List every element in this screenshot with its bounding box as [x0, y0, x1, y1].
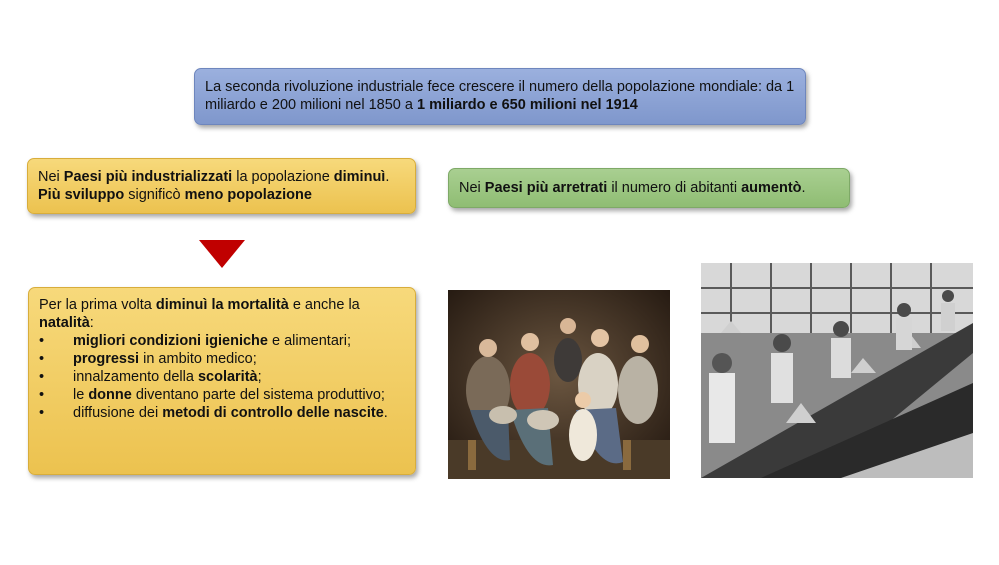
factory-workers-photo: [701, 263, 973, 478]
right-text-1: Nei: [459, 180, 485, 196]
item-text: le: [73, 387, 89, 403]
list-item: [39, 332, 405, 350]
backward-countries-box: [448, 168, 850, 208]
list-item: [39, 368, 405, 386]
arrow-down-icon: [199, 240, 245, 268]
top-text: La seconda rivoluzione industriale fece crescere il numero della popolazione mondiale: da 1 miliardo e 200 milioni nel 1850 a: [205, 79, 795, 113]
right-text-2: il numero di abitanti: [607, 180, 742, 196]
list-item: [39, 404, 405, 422]
bottom-intro: [39, 296, 405, 332]
left-text-4: significò: [124, 187, 185, 203]
top-text-bold: 1 miliardo e 650 milioni nel 1914: [417, 97, 638, 113]
intro-text-3: :: [89, 315, 94, 331]
intro-bold-2: natalità: [39, 315, 90, 331]
bullet: •: [39, 405, 45, 421]
industrialized-countries-box: [27, 158, 416, 214]
list-item: [39, 386, 405, 404]
lacemakers-painting: [448, 290, 670, 479]
intro-text-2: e anche la: [288, 297, 360, 313]
bullet: •: [39, 387, 45, 403]
causes-list: [39, 332, 405, 422]
item-text: ;: [257, 369, 262, 385]
item-text: in ambito medico;: [139, 351, 257, 367]
left-text-2: la popolazione: [232, 169, 334, 185]
item-text: diventano parte del sistema produttivo;: [131, 387, 385, 403]
intro-text-1: Per la prima volta: [39, 297, 156, 313]
item-bold: metodi di controllo delle nascite: [162, 405, 384, 421]
item-bold: scolarità: [197, 369, 258, 385]
left-bold-4: meno popolazione: [184, 187, 312, 203]
item-bold: donne: [88, 387, 132, 403]
right-text-3: .: [801, 180, 806, 196]
left-text-1: Nei: [38, 169, 64, 185]
list-item: [39, 350, 405, 368]
left-text-3: .: [385, 169, 390, 185]
right-bold-2: aumentò: [741, 180, 802, 196]
left-bold-3: Più sviluppo: [38, 187, 125, 203]
item-bold: migliori condizioni igieniche: [73, 333, 268, 349]
bullet: •: [39, 369, 45, 385]
bullet: •: [39, 351, 45, 367]
intro-bold-1: diminuì la mortalità: [155, 297, 289, 313]
bullet: •: [39, 333, 45, 349]
population-growth-box: [194, 68, 806, 125]
left-bold-2: diminuì: [333, 169, 386, 185]
item-text: e alimentari;: [267, 333, 351, 349]
item-text: innalzamento della: [73, 369, 198, 385]
right-bold-1: Paesi più arretrati: [484, 180, 608, 196]
left-bold-1: Paesi più industrializzati: [63, 169, 233, 185]
mortality-decline-box: [28, 287, 416, 475]
item-text: diffusione dei: [73, 405, 163, 421]
item-bold: progressi: [73, 351, 140, 367]
item-text: .: [383, 405, 388, 421]
